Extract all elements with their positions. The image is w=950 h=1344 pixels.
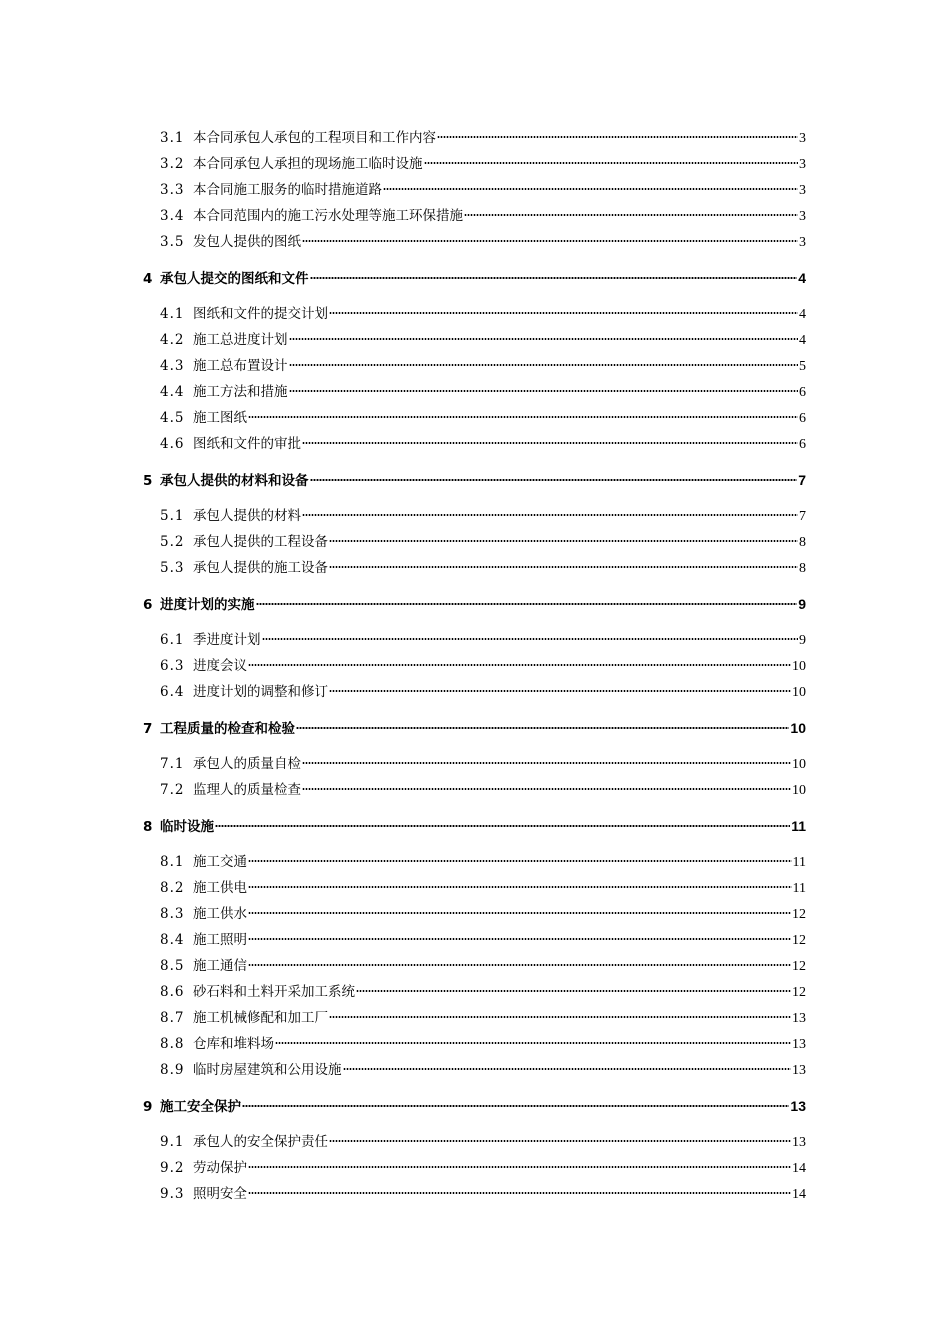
- toc-page-number: 13: [792, 1135, 806, 1150]
- toc-dot-leader: [275, 1040, 791, 1044]
- toc-section-entry[interactable]: [160, 128, 806, 148]
- toc-entry-title: 施工交通: [193, 854, 247, 870]
- toc-dot-leader: [302, 238, 798, 242]
- toc-section-entry[interactable]: [160, 682, 806, 702]
- toc-dot-leader: [248, 936, 791, 940]
- toc-section-entry[interactable]: [160, 1008, 806, 1028]
- toc-entry-title: 劳动保护: [193, 1160, 247, 1176]
- toc-entry-title: 施工供电: [193, 880, 247, 896]
- toc-entry-title: 季进度计划: [193, 632, 261, 648]
- toc-dot-leader: [248, 1190, 791, 1194]
- toc-page-number: 3: [799, 235, 806, 250]
- toc-page-number: 4: [799, 333, 806, 348]
- toc-entry-title: 施工方法和措施: [193, 384, 288, 400]
- toc-dot-leader: [302, 512, 798, 516]
- toc-dot-leader: [302, 786, 791, 790]
- toc-dot-leader: [464, 212, 798, 216]
- toc-entry-number: 4.6: [160, 436, 185, 452]
- toc-page-number: 4: [799, 307, 806, 322]
- toc-section-entry[interactable]: [160, 1034, 806, 1054]
- toc-entry-number: 8.9: [160, 1062, 185, 1078]
- toc-dot-leader: [302, 440, 798, 444]
- toc-entry-title: 施工照明: [193, 932, 247, 948]
- toc-entry-number: 8.4: [160, 932, 185, 948]
- toc-section-entry[interactable]: [160, 558, 806, 578]
- toc-section-entry[interactable]: [160, 532, 806, 552]
- toc-page-number: 14: [792, 1161, 806, 1176]
- toc-entry-number: 8.1: [160, 854, 185, 870]
- toc-entry-number: 4.4: [160, 384, 185, 400]
- toc-page-number: 10: [790, 720, 806, 736]
- toc-entry-number: 6: [143, 597, 154, 613]
- toc-page-number: 12: [792, 907, 806, 922]
- toc-dot-leader: [289, 388, 799, 392]
- toc-dot-leader: [248, 910, 791, 914]
- toc-entry-title: 施工图纸: [193, 410, 247, 426]
- toc-page-number: 9: [799, 633, 806, 648]
- toc-entry-number: 8.6: [160, 984, 185, 1000]
- toc-page-number: 6: [799, 437, 806, 452]
- toc-page-number: 10: [792, 783, 806, 798]
- toc-entry-number: 4.3: [160, 358, 185, 374]
- toc-section-entry[interactable]: [160, 780, 806, 800]
- toc-entry-number: 3.3: [160, 182, 185, 198]
- toc-section-entry[interactable]: [160, 852, 806, 872]
- toc-section-entry[interactable]: [160, 356, 806, 376]
- toc-dot-leader: [383, 186, 798, 190]
- toc-page-number: 3: [799, 157, 806, 172]
- toc-page-number: 9: [798, 596, 806, 612]
- toc-entry-title: 本合同承包人承担的现场施工临时设施: [193, 156, 423, 172]
- toc-entry-title: 施工总进度计划: [193, 332, 288, 348]
- toc-chapter-entry[interactable]: [143, 1096, 806, 1116]
- toc-entry-number: 8.7: [160, 1010, 185, 1026]
- toc-dot-leader: [248, 414, 798, 418]
- toc-dot-leader: [248, 662, 791, 666]
- toc-section-entry[interactable]: [160, 754, 806, 774]
- toc-page-number: 14: [792, 1187, 806, 1202]
- toc-dot-leader: [329, 1138, 791, 1142]
- toc-entry-number: 6.1: [160, 632, 185, 648]
- toc-dot-leader: [248, 1164, 791, 1168]
- toc-entry-title: 承包人提供的材料: [193, 508, 301, 524]
- toc-entry-title: 承包人提供的工程设备: [193, 534, 328, 550]
- toc-entry-number: 4: [143, 271, 154, 287]
- toc-section-entry[interactable]: [160, 630, 806, 650]
- toc-entry-number: 8.5: [160, 958, 185, 974]
- toc-entry-title: 承包人的安全保护责任: [193, 1134, 328, 1150]
- toc-dot-leader: [329, 1014, 791, 1018]
- toc-chapter-entry[interactable]: [143, 594, 806, 614]
- toc-page-number: 7: [799, 509, 806, 524]
- toc-section-entry[interactable]: [160, 154, 806, 174]
- toc-dot-leader: [262, 636, 799, 640]
- toc-page-number: 10: [792, 659, 806, 674]
- toc-dot-leader: [437, 134, 798, 138]
- toc-entry-title: 砂石料和土料开采加工系统: [193, 984, 355, 1000]
- toc-entry-title: 照明安全: [193, 1186, 247, 1202]
- toc-entry-title: 本合同施工服务的临时措施道路: [193, 182, 382, 198]
- toc-section-entry[interactable]: [160, 656, 806, 676]
- toc-page-number: 13: [792, 1011, 806, 1026]
- toc-entry-title: 施工机械修配和加工厂: [193, 1010, 328, 1026]
- toc-entry-title: 图纸和文件的审批: [193, 436, 301, 452]
- toc-entry-number: 9: [143, 1099, 154, 1115]
- toc-page-number: 8: [799, 535, 806, 550]
- toc-page-number: 13: [792, 1037, 806, 1052]
- toc-entry-number: 3.2: [160, 156, 185, 172]
- toc-entry-title: 图纸和文件的提交计划: [193, 306, 328, 322]
- toc-entry-number: 3.4: [160, 208, 185, 224]
- toc-entry-title: 承包人的质量自检: [193, 756, 301, 772]
- toc-entry-title: 施工通信: [193, 958, 247, 974]
- toc-dot-leader: [310, 275, 798, 279]
- toc-page-number: 3: [799, 131, 806, 146]
- toc-dot-leader: [329, 688, 791, 692]
- toc-dot-leader: [302, 760, 791, 764]
- toc-dot-leader: [356, 988, 791, 992]
- toc-section-entry[interactable]: [160, 878, 806, 898]
- toc-chapter-entry[interactable]: [143, 470, 806, 490]
- toc-dot-leader: [248, 884, 792, 888]
- toc-page-number: 4: [798, 270, 806, 286]
- toc-entry-number: 6.3: [160, 658, 185, 674]
- toc-entry-title: 发包人提供的图纸: [193, 234, 301, 250]
- toc-section-entry[interactable]: [160, 180, 806, 200]
- toc-entry-number: 8: [143, 819, 154, 835]
- toc-entry-number: 9.2: [160, 1160, 185, 1176]
- toc-page-number: 13: [792, 1063, 806, 1078]
- toc-entry-number: 5.2: [160, 534, 185, 550]
- toc-section-entry[interactable]: [160, 330, 806, 350]
- toc-dot-leader: [329, 310, 798, 314]
- toc-page-number: 6: [799, 385, 806, 400]
- toc-section-entry[interactable]: [160, 956, 806, 976]
- toc-dot-leader: [424, 160, 799, 164]
- toc-dot-leader: [289, 336, 799, 340]
- toc-section-entry[interactable]: [160, 232, 806, 252]
- toc-entry-number: 8.2: [160, 880, 185, 896]
- toc-dot-leader: [248, 858, 792, 862]
- toc-dot-leader: [329, 538, 798, 542]
- toc-page-number: 3: [799, 209, 806, 224]
- toc-entry-title: 施工总布置设计: [193, 358, 288, 374]
- toc-entry-number: 5.3: [160, 560, 185, 576]
- toc-entry-number: 8.3: [160, 906, 185, 922]
- toc-entry-title: 监理人的质量检查: [193, 782, 301, 798]
- toc-entry-number: 3.1: [160, 130, 185, 146]
- toc-page-number: 8: [799, 561, 806, 576]
- toc-entry-number: 8.8: [160, 1036, 185, 1052]
- toc-chapter-entry[interactable]: [143, 268, 806, 288]
- toc-dot-leader: [242, 1103, 789, 1107]
- toc-entry-title: 承包人提供的施工设备: [193, 560, 328, 576]
- toc-entry-number: 6.4: [160, 684, 185, 700]
- toc-dot-leader: [248, 962, 791, 966]
- toc-entry-number: 4.2: [160, 332, 185, 348]
- toc-entry-number: 7: [143, 721, 154, 737]
- toc-section-entry[interactable]: [160, 904, 806, 924]
- toc-page-number: 6: [799, 411, 806, 426]
- toc-section-entry[interactable]: [160, 408, 806, 428]
- toc-section-entry[interactable]: [160, 304, 806, 324]
- toc-dot-leader: [215, 823, 790, 827]
- toc-chapter-entry[interactable]: [143, 816, 806, 836]
- toc-entry-number: 4.1: [160, 306, 185, 322]
- toc-section-entry[interactable]: [160, 206, 806, 226]
- toc-section-entry[interactable]: [160, 506, 806, 526]
- toc-page-number: 11: [791, 818, 806, 834]
- toc-section-entry[interactable]: [160, 382, 806, 402]
- toc-page-number: 12: [792, 985, 806, 1000]
- toc-page-number: 10: [792, 757, 806, 772]
- toc-entry-title: 进度计划的调整和修订: [193, 684, 328, 700]
- toc-entry-number: 9.3: [160, 1186, 185, 1202]
- toc-section-entry[interactable]: [160, 1158, 806, 1178]
- toc-section-entry[interactable]: [160, 1132, 806, 1152]
- toc-entry-title: 临时房屋建筑和公用设施: [193, 1062, 342, 1078]
- toc-page-number: 13: [790, 1098, 806, 1114]
- toc-page-number: 3: [799, 183, 806, 198]
- toc-page-number: 11: [792, 881, 806, 896]
- toc-entry-title: 承包人提交的图纸和文件: [160, 271, 309, 287]
- toc-page-number: 11: [792, 855, 806, 870]
- toc-entry-number: 7.1: [160, 756, 185, 772]
- toc-entry-title: 工程质量的检查和检验: [160, 721, 295, 737]
- toc-dot-leader: [256, 601, 798, 605]
- toc-page-number: 5: [799, 359, 806, 374]
- toc-entry-title: 施工安全保护: [160, 1099, 241, 1115]
- toc-section-entry[interactable]: [160, 1060, 806, 1080]
- toc-section-entry[interactable]: [160, 982, 806, 1002]
- toc-entry-number: 4.5: [160, 410, 185, 426]
- toc-entry-title: 临时设施: [160, 819, 214, 835]
- toc-entry-title: 进度会议: [193, 658, 247, 674]
- toc-dot-leader: [329, 564, 798, 568]
- toc-section-entry[interactable]: [160, 434, 806, 454]
- toc-entry-title: 承包人提供的材料和设备: [160, 473, 309, 489]
- toc-dot-leader: [296, 725, 789, 729]
- toc-section-entry[interactable]: [160, 930, 806, 950]
- toc-chapter-entry[interactable]: [143, 718, 806, 738]
- toc-entry-number: 3.5: [160, 234, 185, 250]
- toc-entry-title: 仓库和堆料场: [193, 1036, 274, 1052]
- toc-page-number: 12: [792, 959, 806, 974]
- toc-entry-title: 施工供水: [193, 906, 247, 922]
- toc-entry-number: 5.1: [160, 508, 185, 524]
- toc-dot-leader: [343, 1066, 792, 1070]
- toc-entry-title: 进度计划的实施: [160, 597, 255, 613]
- toc-section-entry[interactable]: [160, 1184, 806, 1204]
- toc-entry-number: 7.2: [160, 782, 185, 798]
- toc-entry-number: 9.1: [160, 1134, 185, 1150]
- toc-dot-leader: [310, 477, 798, 481]
- toc-entry-title: 本合同承包人承包的工程项目和工作内容: [193, 130, 436, 146]
- toc-page-number: 7: [798, 472, 806, 488]
- toc-page-number: 12: [792, 933, 806, 948]
- toc-entry-number: 5: [143, 473, 154, 489]
- toc-page-number: 10: [792, 685, 806, 700]
- toc-dot-leader: [289, 362, 799, 366]
- toc-entry-title: 本合同范围内的施工污水处理等施工环保措施: [193, 208, 463, 224]
